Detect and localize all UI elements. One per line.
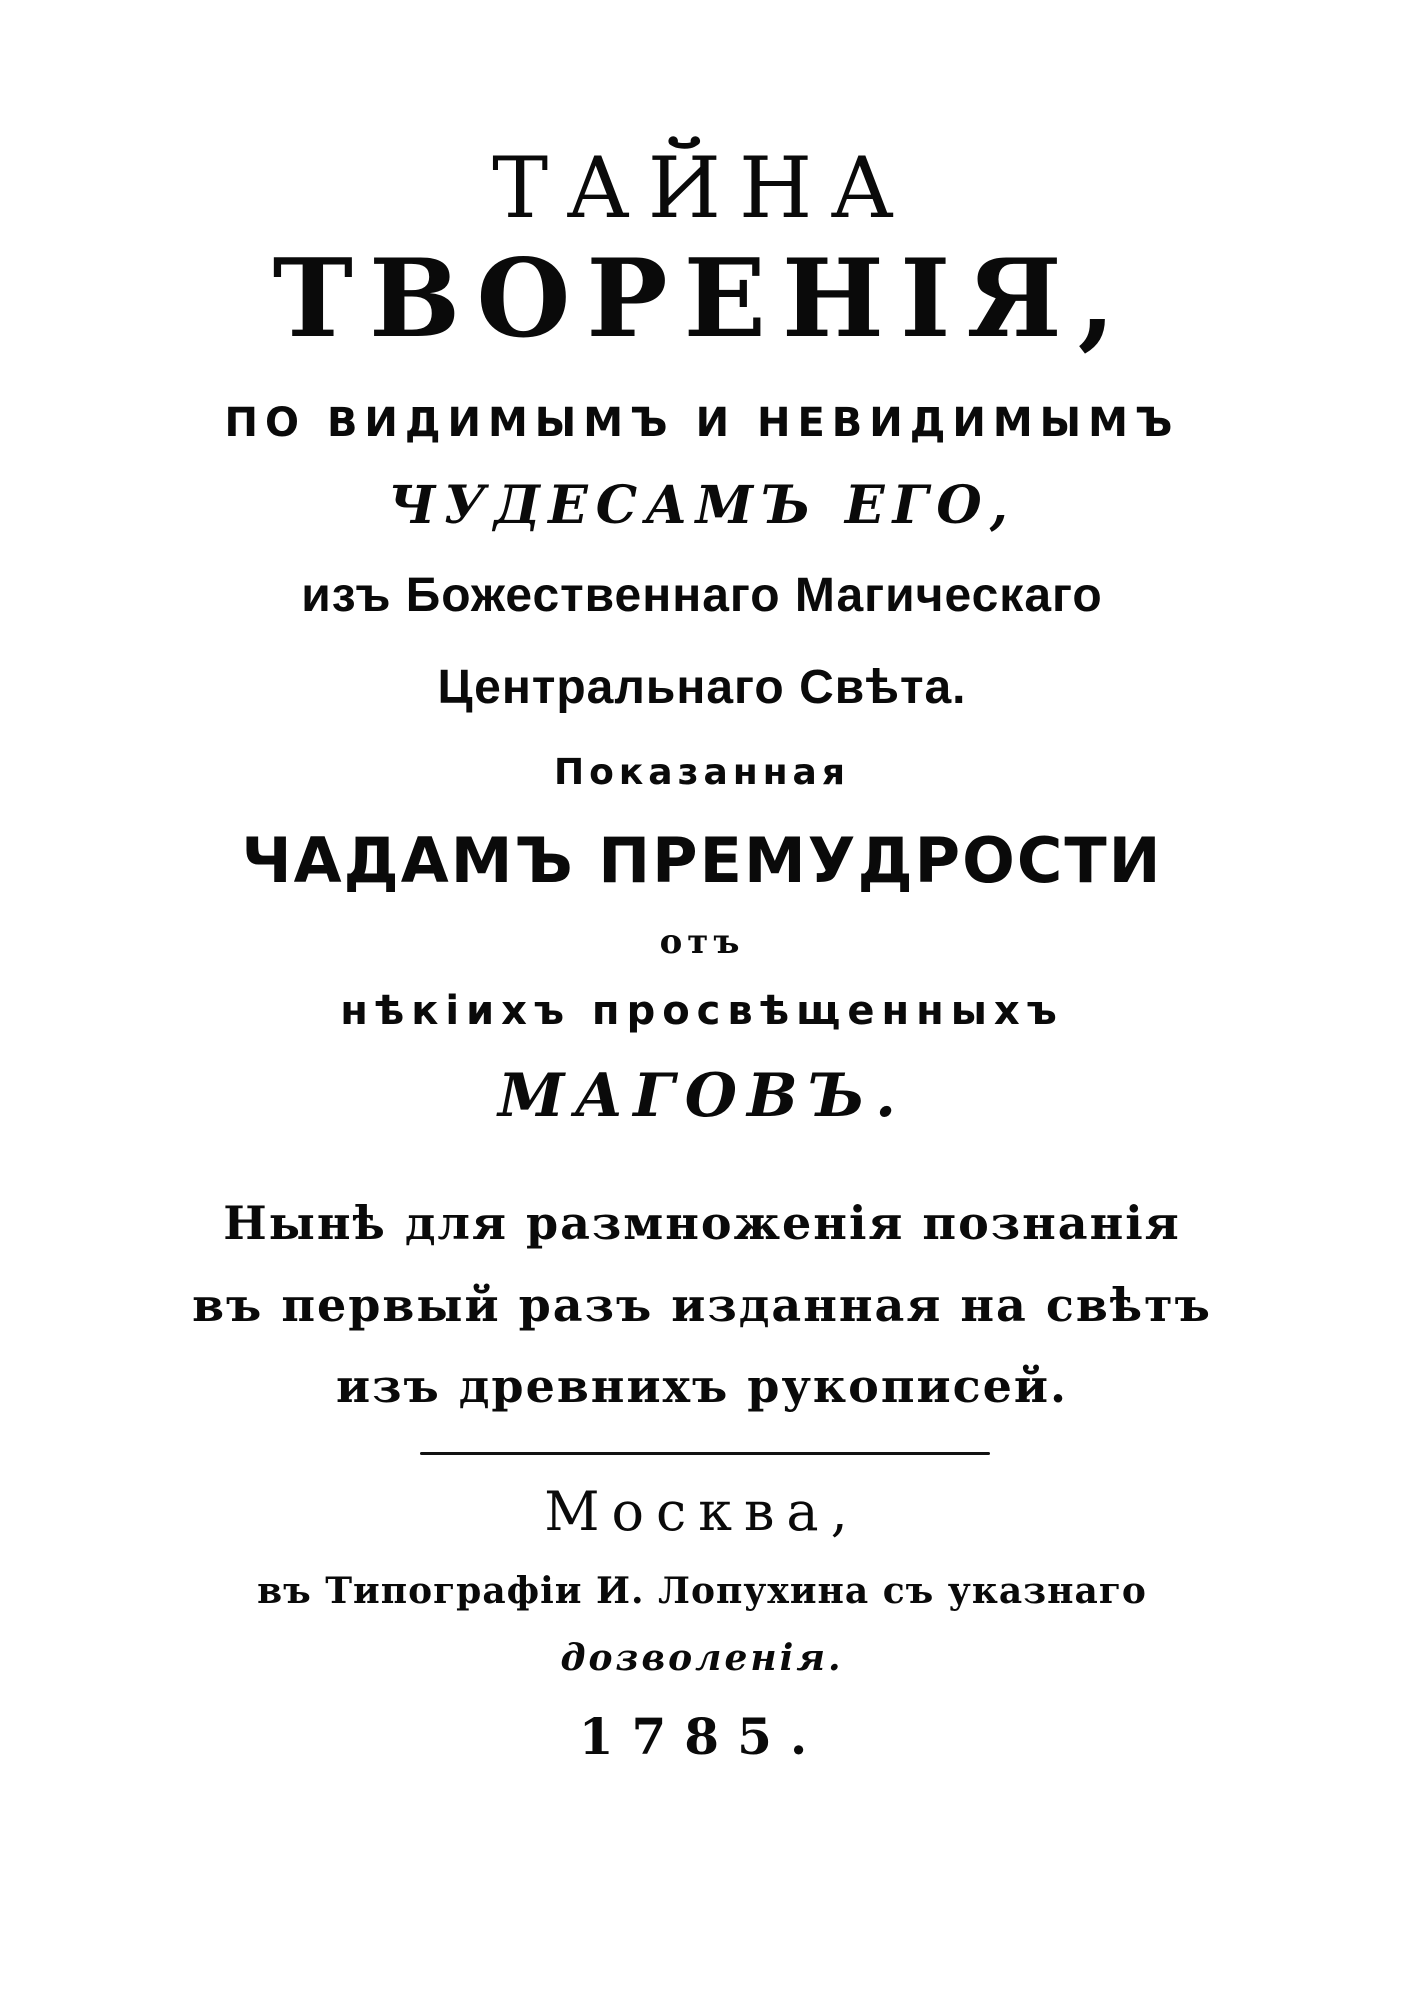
imprint-city: Москва, [544, 1480, 860, 1543]
imprint-printer: въ Типографіи И. Лопухина съ указнаго [257, 1570, 1147, 1612]
subtitle-line-2: ЧУДЕСАМЪ ЕГО, [388, 475, 1016, 536]
note-line-2: въ первый разъ изданная на свѣтъ [192, 1278, 1212, 1332]
divider-rule [420, 1452, 990, 1455]
audience-line: ЧАДАМЪ ПРЕМУДРОСТИ [241, 824, 1163, 897]
subtitle-line-3: изъ Божественнаго Магическаго [301, 569, 1103, 622]
authors-line-1: нѣкіихъ просвѣщенныхъ [340, 988, 1064, 1034]
imprint-year: 1785. [578, 1707, 826, 1766]
from-line: отъ [659, 922, 745, 962]
note-line-1: Нынѣ для размноженія познанія [223, 1196, 1181, 1250]
shown-line: Показанная [554, 752, 850, 793]
subtitle-line-4: Центральнаго Свѣта. [437, 661, 967, 714]
note-line-3: изъ древнихъ рукописей. [335, 1359, 1069, 1413]
title-line-2: ТВОРЕНІЯ, [272, 236, 1132, 362]
subtitle-line-1: ПО ВИДИМЫМЪ И НЕВИДИМЫМЪ [224, 400, 1180, 446]
authors-line-2: МАГОВЪ. [498, 1061, 906, 1131]
title-line-1: ТАЙНА [492, 139, 912, 237]
imprint-permission: дозволенія. [560, 1637, 844, 1679]
